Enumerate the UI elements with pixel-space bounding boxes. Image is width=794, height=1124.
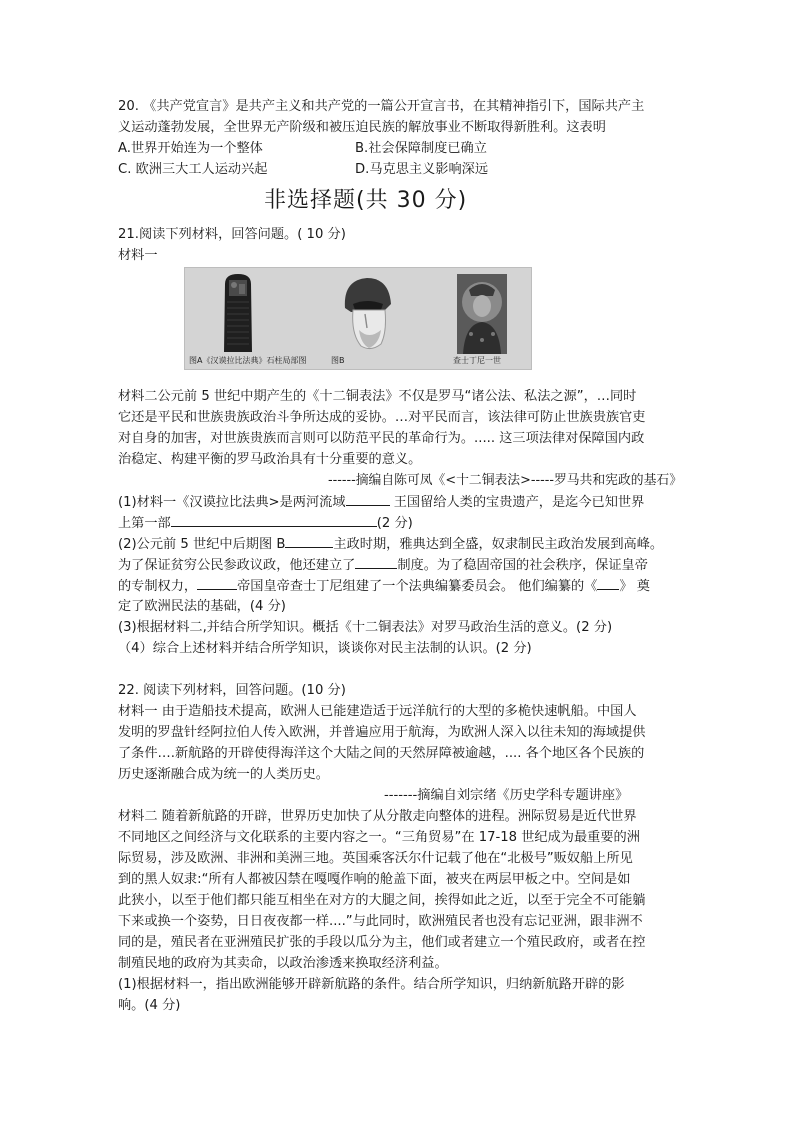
q21-subq1-line2 <box>118 512 413 534</box>
q21-material2-source: ------摘编自陈可凤《<十二铜表法>-----罗马共和宪政的基石》 <box>328 473 683 488</box>
figure-a-caption: 图A《汉谟拉比法典》石柱局部图 <box>189 356 307 365</box>
q22-material1-source: -------摘编自刘宗绪《历史学科专题讲座》 <box>384 788 629 803</box>
q21-material2-line: 材料二公元前 5 世纪中期产生的《十二铜表法》不仅是罗马“诸公法、私法之源”，…同时 <box>118 389 637 404</box>
q21-material2-line: 它还是平民和世族贵族政治斗争所达成的妥协。…对平民而言，该法律可防止世族贵族官吏 <box>118 410 646 425</box>
q21-subq1-text: (1)材料一《汉谟拉比法典>是两河流域 <box>118 495 346 510</box>
q21-material2-line: 治稳定、构建平衡的罗马政治具有十分重要的意义。 <box>118 452 422 467</box>
stele-icon <box>221 272 255 352</box>
q22-material2-line: 不同地区之间经济与文化联系的主要内容之一。“三角贸易”在 17-18 世纪成为最重要的洲 <box>118 830 640 845</box>
q22-material2-line: 此狭小，以至于他们都只能互相坐在对方的大腿之间，挨得如此之近，以至于完全不可能躺 <box>118 893 646 908</box>
q21-subq2-line3 <box>118 575 650 597</box>
q22-material1-line: 发明的罗盘针经阿拉伯人传入欧洲，并普遍应用于航海，为欧洲人深入以往未知的海域提供 <box>118 725 646 740</box>
q22-material2-line: 制殖民地的政府为其卖命，以政治渗透来换取经济利益。 <box>118 956 448 971</box>
q21-subq1-text: 上第一部 <box>118 516 171 531</box>
figure-c-caption: 查士丁尼一世 <box>453 356 501 365</box>
q21-subq4: （4）综合上述材料并结合所学知识，谈谈你对民主法制的认识。(2 分) <box>118 641 532 656</box>
q21-subq1-score: (2 分) <box>376 516 413 531</box>
q20-stem-line2: 义运动蓬勃发展，全世界无产阶级和被压迫民族的解放事业不断取得新胜利。这表明 <box>118 120 606 135</box>
answer-blank[interactable] <box>197 575 237 590</box>
q22-material2-line: 到的黑人奴隶:“所有人都被囚禁在嘎嘎作响的舱盖下面，被夹在两层甲板之中。空间是如 <box>118 872 631 887</box>
answer-blank[interactable] <box>355 554 397 569</box>
answer-blank[interactable] <box>285 533 333 548</box>
q21-subq2-line1 <box>118 533 663 555</box>
q20-option-b: B.社会保障制度已确立 <box>355 141 487 156</box>
q22-material2-line: 同的是，殖民者在亚洲殖民扩张的手段以瓜分为主，他们或者建立一个殖民政府，或者在控 <box>118 935 646 950</box>
q21-subq1-line1 <box>118 491 644 513</box>
answer-blank[interactable] <box>346 491 390 506</box>
answer-blank[interactable] <box>597 575 619 590</box>
q21-subq2-text: 帝国皇帝查士丁尼组建了一个法典编纂委员会。 他们编纂的《 <box>237 579 598 594</box>
q22-material1-line: 材料一 由于造船技术提高，欧洲人已能建造适于远洋航行的大型的多桅快速帆船。中国人 <box>118 704 637 719</box>
q20-stem-line1: 20. 《共产党宣言》是共产主义和共产党的一篇公开宣言书，在其精神指引下，国际共产主 <box>118 99 645 114</box>
mosaic-emperor-portrait-icon <box>457 274 507 354</box>
q21-material2-line: 对自身的加害，对世族贵族而言则可以防范平民的革命行为。..... 这三项法律对保障国内政 <box>118 431 645 446</box>
q21-subq2-text: 制度。为了稳固帝国的社会秩序，保证皇帝 <box>397 558 648 573</box>
q22-heading: 22. 阅读下列材料，回答问题。(10 分) <box>118 683 346 698</box>
q21-subq2-text: (2)公元前 5 世纪中后期图 B <box>118 537 286 552</box>
q22-material2-line: 下来或换一个姿势，日日夜夜都一样....”与此同时，欧洲殖民者也没有忘记亚洲，跟非洲不 <box>118 914 643 929</box>
q21-subq2-text: 主政时期，雅典达到全盛，奴隶制民主政治发展到高峰。 <box>333 537 664 552</box>
q21-material1-label: 材料一 <box>118 248 158 263</box>
figure-b-caption: 图B <box>331 356 345 365</box>
q21-subq3: (3)根据材料二,并结合所学知识。概括《十二铜表法》对罗马政治生活的意义。(2 分) <box>118 620 613 635</box>
q22-material1-line: 了条件….新航路的开辟使得海洋这个大陆之间的天然屏障被逾越，.... 各个地区各个民族的 <box>118 746 645 761</box>
q22-subq1-line: 响。(4 分) <box>118 998 181 1013</box>
q20-option-d: D.马克思主义影响深远 <box>355 162 489 177</box>
q21-figure-strip <box>184 267 532 370</box>
q21-heading: 21.阅读下列材料，回答问题。( 10 分) <box>118 227 346 242</box>
section-title: 非选择题(共 30 分) <box>264 188 468 213</box>
greek-helmet-bust-icon <box>331 274 401 354</box>
q21-subq2-text: 》 奠 <box>619 579 650 594</box>
q22-material2-line: 材料二 随着新航路的开辟，世界历史加快了从分散走向整体的进程。洲际贸易是近代世界 <box>118 809 637 824</box>
q20-option-a: A.世界开始连为一个整体 <box>118 141 263 156</box>
q21-subq2-text: 为了保证贫穷公民参政议政，他还建立了 <box>118 558 356 573</box>
q22-material2-line: 际贸易，涉及欧洲、非洲和美洲三地。英国乘客沃尔什记载了他在“北极号”贩奴船上所见 <box>118 851 633 866</box>
q21-subq2-line2 <box>118 554 648 576</box>
q20-option-c: C. 欧洲三大工人运动兴起 <box>118 162 268 177</box>
q21-subq2-text: 的专制权力， <box>118 579 198 594</box>
q22-material1-line: 历史逐渐融合成为统一的人类历史。 <box>118 767 329 782</box>
q21-subq1-text: 王国留给人类的宝贵遗产，是迄今已知世界 <box>389 495 645 510</box>
q21-subq2-line4: 定了欧洲民法的基础，(4 分) <box>118 599 286 614</box>
q22-subq1-line: (1)根据材料一，指出欧洲能够开辟新航路的条件。结合所学知识，归纳新航路开辟的影 <box>118 977 625 992</box>
answer-blank[interactable] <box>171 512 377 527</box>
